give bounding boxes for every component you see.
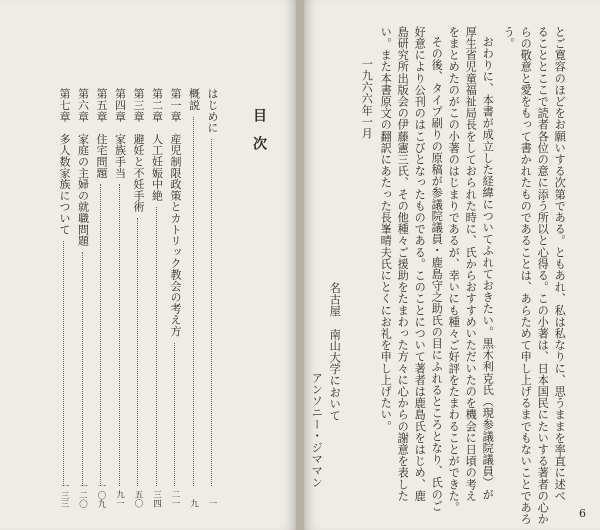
toc-entry-page: 一〇九 [96,481,106,508]
preface-line: 好意により公刊のはこびとなったものである。このことについて著者は鹿島氏をはじめ、鹿 [413,26,427,502]
preface-line: う。 [502,26,516,50]
toc-entry-page: 九一 [114,490,125,508]
toc-dot-leader [211,139,212,486]
toc-entry-label: 概説 [187,88,201,111]
toc-entry-label: 第七章 多人数家族について [58,88,71,235]
page-number: 6 [579,507,586,520]
preface-line: 厚生省児童福祉局長をしておられた時に、氏からおすすめいただいたのを機会に日頃の考え [464,26,478,502]
left-page [0,0,296,530]
preface-line: おわりに、本書が成立した経緯についてふれておきたい。黒木利克氏（現参議院議員）が [481,36,495,500]
toc-entry [131,88,145,508]
book-gutter [296,0,304,530]
preface-date: 一九六六年一月 [360,58,374,140]
preface-author: アンソニー・ジママン [310,372,324,488]
preface-line: をまとめたのがこの小著のはじまりであるが、幸いにも種々ご好評をたまわることができた。 [447,26,461,514]
preface-line: い。また本書原文の翻訳にあたった長峯晴夫氏にとくにお礼を申し上げたい。 [379,26,393,432]
toc-entry [94,88,108,508]
toc-dot-leader [174,343,175,486]
toc-entry [168,88,182,508]
toc-entry-page: 一三三 [59,481,69,508]
toc-entry-page: 二一 [170,490,180,508]
toc-entry-label: 第六章 家庭の主婦の就職問題 [76,88,90,247]
toc-entry [113,88,127,508]
preface-line: らの敬意と愛をもって書かれたものであることは、あらためて申し上げるまでもないことであろ [519,26,533,525]
preface-line: ることとここで読者各位の意に添う所以と心得る。この小著は、日本国民にたいする著者の心か [536,26,550,525]
preface-line: 島研究所出版会の伊藤憲三氏、その他種々ご援助をたまわった方々に心からの謝意を表した [396,26,410,502]
toc-entry [57,88,71,508]
right-page [304,0,600,530]
toc-dot-leader [137,218,138,486]
toc-dot-leader [156,207,157,486]
preface-line: その後、タイプ刷りの原稿が参議院議員・鹿島守之助氏の目にふれるところとなり、氏のご [430,36,444,512]
toc-entry-label: 第三章 避妊と不妊手術 [132,88,145,213]
toc-entry-page: 三四 [151,490,162,508]
toc-entry-page: 一 [207,499,217,508]
preface-line: とご寛容のほどをお願いする次第である。ともあれ、私は私なりに、思うままを率直に述べ [553,26,567,502]
toc-entry-label: 第一章 産児制限政策とカトリック教会の考え方 [169,88,182,337]
toc-entry [205,88,219,508]
toc-entry-label: 第二章 人工妊娠中絶 [150,88,164,201]
toc-entry [76,88,90,508]
toc-dot-leader [63,241,64,486]
toc-title: 目次 [251,108,267,164]
toc-dot-leader [100,184,101,486]
preface-place: 名古屋 南山大学において [328,282,342,422]
toc-entry-page: 一二〇 [77,481,88,508]
toc-dot-leader [193,117,194,486]
toc-dot-leader [82,252,83,486]
toc-entry-page: 五〇 [133,490,143,508]
toc-entry [187,88,201,508]
toc-dot-leader [119,184,120,486]
toc-entry-page: 九 [188,499,199,508]
toc-entry-label: 第五章 住宅問題 [95,88,108,179]
toc-entry-label: 第四章 家族手当 [113,88,127,179]
toc-entry-label: はじめに [206,88,219,134]
toc-entry [150,88,164,508]
